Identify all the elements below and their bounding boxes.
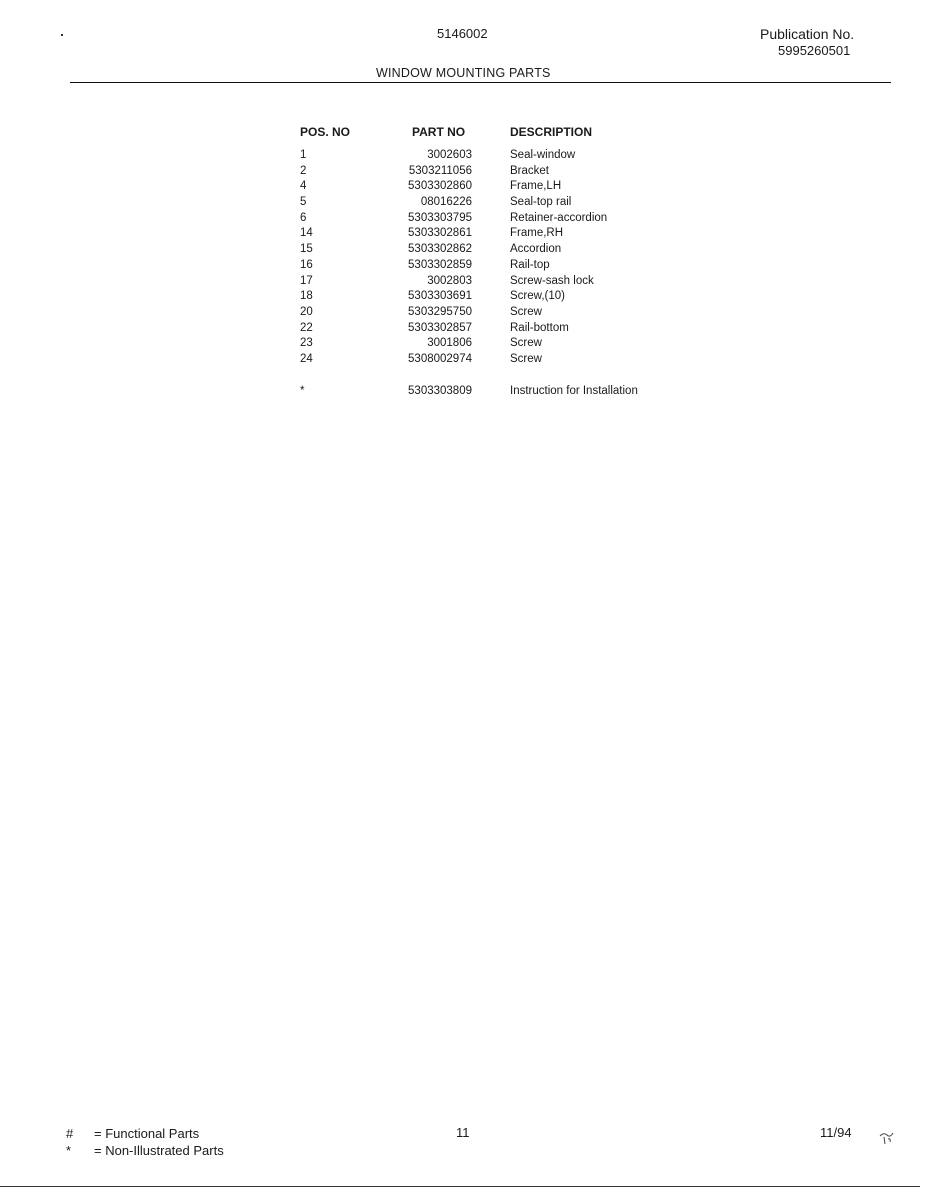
row-description: Screw xyxy=(510,337,542,350)
model-number: 5146002 xyxy=(437,26,488,41)
column-header-description: DESCRIPTION xyxy=(510,125,593,139)
non-illustrated-row xyxy=(300,384,720,400)
row-description: Seal-window xyxy=(510,149,576,161)
row-part-number: 5308002974 xyxy=(408,352,472,365)
row-description: Screw-sash lock xyxy=(510,274,594,287)
table-row xyxy=(300,226,720,242)
legend-text: = Functional Parts xyxy=(94,1126,200,1141)
row-description: Retainer-accordion xyxy=(510,211,608,224)
legend-item-functional xyxy=(66,1125,224,1142)
row-description: Screw,(10) xyxy=(510,290,565,303)
legend xyxy=(66,1125,224,1159)
row-part-number: 5303303795 xyxy=(408,211,472,224)
row-pos: 17 xyxy=(300,274,313,287)
row-pos: 5 xyxy=(300,196,307,209)
row-pos: 16 xyxy=(300,258,313,271)
header-rule xyxy=(70,82,891,83)
row-description: Frame,RH xyxy=(510,227,564,240)
row-part-number: 5303303691 xyxy=(408,290,472,303)
row-pos: 6 xyxy=(300,211,307,224)
row-pos: 15 xyxy=(300,243,313,256)
table-row xyxy=(300,289,720,305)
footer-rule xyxy=(0,1186,920,1187)
row-part-number: 5303302861 xyxy=(408,227,472,240)
table-row xyxy=(300,195,720,211)
table-row xyxy=(300,179,720,195)
row-part-number: 5303302857 xyxy=(408,321,472,334)
row-description: Rail-top xyxy=(510,258,550,271)
row-pos: 14 xyxy=(300,227,313,240)
table-row xyxy=(300,352,720,368)
row-description: Accordion xyxy=(510,243,562,256)
table-row xyxy=(300,336,720,352)
row-pos: 18 xyxy=(300,290,313,303)
publication-date: 11/94 xyxy=(820,1125,852,1140)
row-pos: 22 xyxy=(300,321,313,334)
row-part-number: 3002803 xyxy=(427,274,472,287)
table-row xyxy=(300,211,720,227)
legend-item-non-illustrated xyxy=(66,1142,224,1159)
row-part-number: 5303302860 xyxy=(408,180,472,193)
scan-dot xyxy=(61,34,63,36)
table-row xyxy=(300,242,720,258)
table-row xyxy=(300,274,720,290)
row-part-number: 3002603 xyxy=(427,149,472,161)
page-number: 11 xyxy=(456,1125,470,1140)
publication-label: Publication No. xyxy=(760,26,855,42)
row-pos: 23 xyxy=(300,337,313,350)
handwritten-initials-mark xyxy=(878,1128,896,1146)
row-part-number: 5303303809 xyxy=(408,385,472,397)
legend-symbol: # xyxy=(66,1126,74,1141)
section-title: WINDOW MOUNTING PARTS xyxy=(376,66,551,80)
row-description: Frame,LH xyxy=(510,180,562,193)
row-pos: 4 xyxy=(300,180,307,193)
row-part-number: 5303302862 xyxy=(408,243,472,256)
row-pos: * xyxy=(300,385,305,397)
row-part-number: 5303302859 xyxy=(408,258,472,271)
row-description: Screw xyxy=(510,352,542,365)
row-description: Instruction for Installation xyxy=(510,385,638,397)
table-row xyxy=(300,321,720,337)
row-part-number: 5303295750 xyxy=(408,305,472,318)
table-row xyxy=(300,148,720,164)
row-part-number: 08016226 xyxy=(420,196,472,209)
publication-number: 5995260501 xyxy=(778,43,851,58)
row-pos: 20 xyxy=(300,305,313,318)
row-part-number: 3001806 xyxy=(427,337,472,350)
row-pos: 1 xyxy=(300,149,307,161)
table-row xyxy=(300,258,720,274)
row-part-number: 5303211056 xyxy=(408,164,472,177)
row-pos: 2 xyxy=(300,164,307,177)
row-pos: 24 xyxy=(300,352,313,365)
legend-symbol: * xyxy=(66,1143,72,1158)
row-description: Screw xyxy=(510,305,542,318)
legend-text: = Non-Illustrated Parts xyxy=(94,1143,224,1158)
column-header-part: PART NO xyxy=(412,125,466,139)
column-header-pos: POS. NO xyxy=(300,125,351,139)
row-description: Seal-top rail xyxy=(510,196,572,209)
row-description: Rail-bottom xyxy=(510,321,569,334)
table-row xyxy=(300,305,720,321)
parts-table xyxy=(300,148,720,368)
table-row xyxy=(300,164,720,180)
row-description: Bracket xyxy=(510,164,549,177)
